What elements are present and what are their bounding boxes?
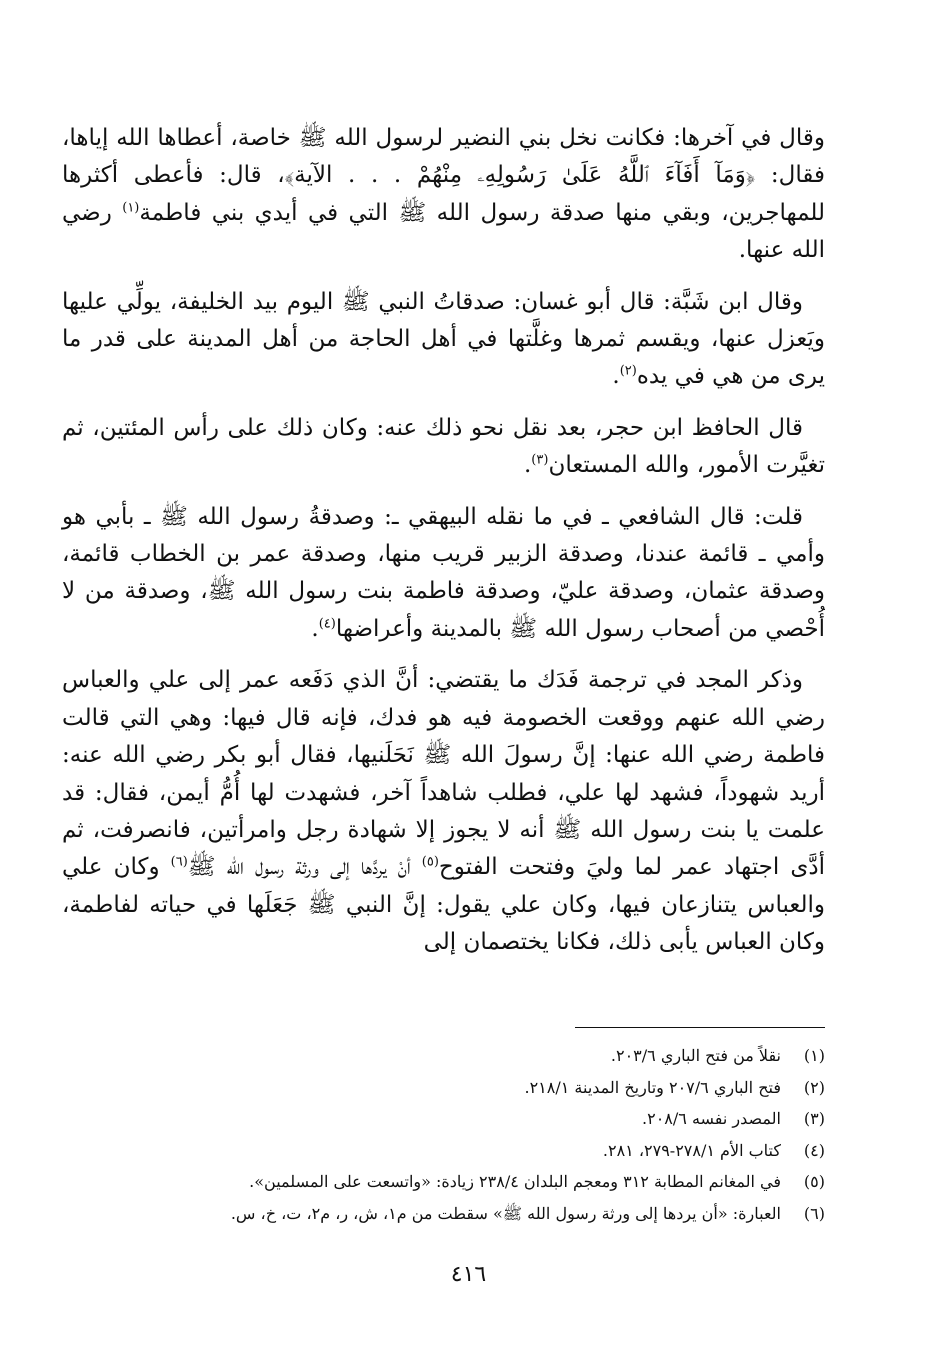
- main-text: [62, 120, 825, 976]
- footnote-ref-3: (٣): [531, 452, 549, 468]
- footnote-ref-4: (٤): [318, 616, 336, 632]
- paragraph-3: قال الحافظ ابن حجر، بعد نقل نحو ذلك عنه: وكان ذلك على رأس المئتين، ثم تغيَّرت الأمور، والله المستعان$^{(٣)}$.: [62, 414, 825, 479]
- footnote-6: (٦) العبارة: «أن يردها إلى ورثة رسول الله ﷺ» سقطت من م١، ش، ر، م٢، ت، خ، س.: [230, 1203, 825, 1223]
- footnote-ref-6: (٦): [170, 854, 188, 870]
- footnote-1: (١) نقلاً من فتح الباري ٢٠٣/٦.: [610, 1046, 825, 1065]
- footnote-ref-2: (٢): [619, 363, 637, 379]
- paragraph-1: وقال في آخرها: فكانت نخل بني النضير لرسول الله ﷺ خاصة، أعطاها الله إياها، فقال: ﴿وَمَآ أَفَآءَ ٱللَّهُ عَلَىٰ رَسُولِهِۦ مِنْهُمْ . . . الآية﴾، قال: فأعطى أكثرها للمهاجرين، وبقي منها صدقة رسول الله ﷺ التي في أيدي بني فاطمة$^{(١)}$ رضي الله عنها.: [62, 125, 825, 264]
- footnote-ref-1: (١): [122, 200, 140, 216]
- footnotes-list: [62, 1040, 825, 1229]
- paragraph-5: وذكر المجد في ترجمة فَدَك ما يقتضي: أنَّ الذي دَفَعه عمر إلى علي والعباس رضي الله عنهم ووقعت الخصومة فيه هو فدك، فإنه قال فيها: وهي التي قالت فاطمة رضي الله عنها: إنَّ رسولَ الله ﷺ نَحَلَنيها، فقال أبو بكر رضي الله عنه: أريد شهوداً، فشهد لها علي، فطلب شاهداً آخر، فشهدت لها أُمُّ أيمن، فقال: قد علمت يا بنت رسول الله ﷺ أنه لا يجوز إلا شهادة رجل وامرأتين، فانصرفت، ثم أدَّى اجتهاد عمر لما وليَ وفتحت الفتوح$^{(٥)}$ أنْ يردَّها إلى ورثة رسول الله ﷺ$^{(٦)}$ وكان علي والعباس يتنازعان فيها، وكان علي يقول: إنَّ النبي ﷺ جَعَلَها في حياته لفاطمة، وكان العباس يأبى ذلك، فكانا يختصمان إلى: [62, 667, 825, 956]
- footnote-ref-5: (٥): [421, 854, 439, 870]
- footnote-3: (٣) المصدر نفسه ٢٠٨/٦.: [642, 1109, 825, 1128]
- footnote-2: (٢) فتح الباري ٢٠٧/٦ وتاريخ المدينة ٢١٨/١.: [524, 1077, 825, 1097]
- footnote-5: (٥) في المغانم المطابة ٣١٢ ومعجم البلدان ٢٣٨/٤ زيادة: «واتسعت على المسلمين».: [249, 1172, 825, 1191]
- paragraph-4: قلت: قال الشافعي ـ في ما نقله البيهقي ـ: وصدقةُ رسول الله ﷺ ـ بأبي هو وأمي ـ قائمة عندنا، وصدقة الزبير قريب منها، وصدقة عمر بن الخطاب قائمة، وصدقة عثمان، وصدقة عليّ، وصدقة فاطمة بنت رسول الله ﷺ، وصدقة من لا أُحْصي من أصحاب رسول الله ﷺ بالمدينة وأعراضها$^{(٤)}$.: [62, 503, 825, 642]
- footnote-4: (٤) كتاب الأم ٢٧٨/١-٢٧٩، ٢٨١.: [602, 1140, 825, 1160]
- paragraph-2: وقال ابن شَبَّة: قال أبو غسان: صدقاتُ النبي ﷺ اليوم بيد الخليفة، يولِّي عليها ويَعزل عنها، ويقسم ثمرها وغلَّتها في أهل الحاجة من أهل المدينة على قدر ما يرى من هي في يده$^{(٢)}$.: [62, 288, 825, 390]
- footnote-separator: [575, 1027, 825, 1028]
- page-number: ٤١٦: [450, 1262, 487, 1287]
